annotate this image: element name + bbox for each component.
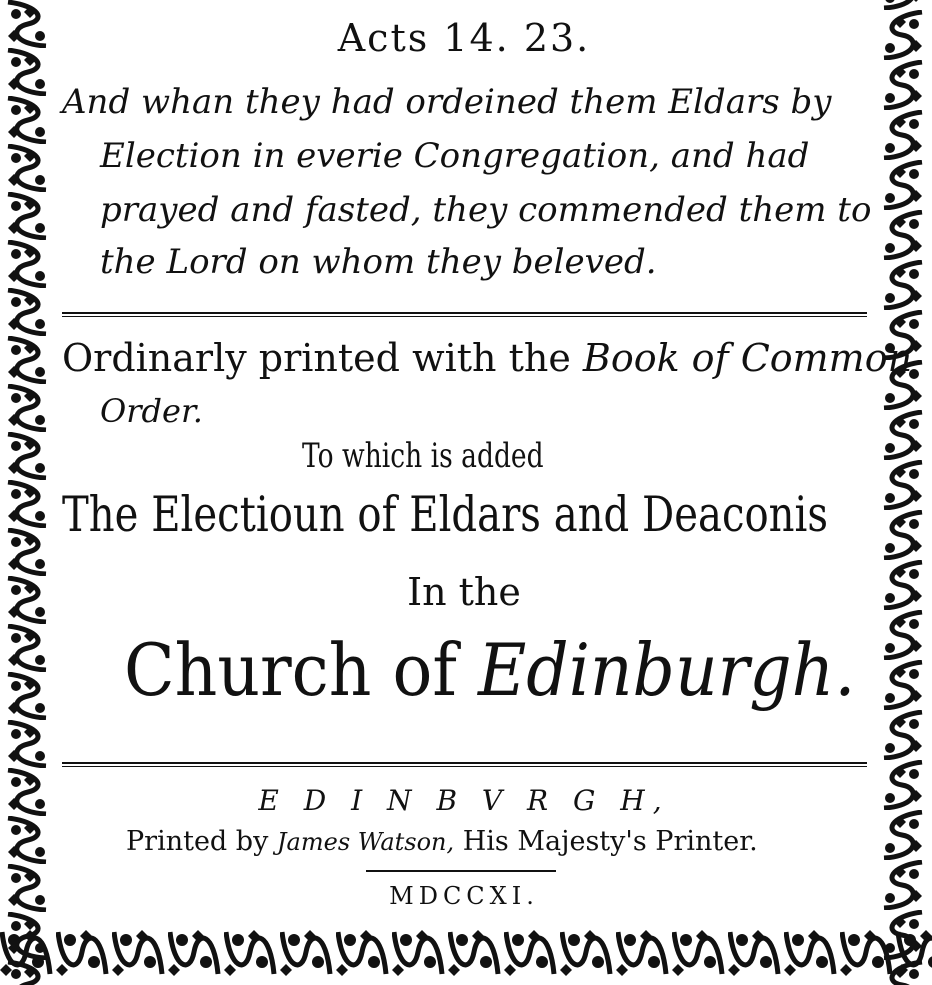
scripture-reference: Acts 14. 23.	[337, 16, 591, 60]
imprint-place: E D I N B V R G H,	[258, 784, 670, 817]
ornamental-border-right	[872, 0, 932, 985]
main-title-line-2: In the	[407, 570, 521, 614]
added-note: To which is added	[302, 436, 544, 476]
imprint-rule	[366, 870, 556, 872]
main-title-line-3	[124, 628, 855, 712]
scripture-line-4: the Lord on whom they beleved.	[100, 242, 657, 282]
scripture-line-1: And whan they had ordeined them Eldars by	[62, 82, 832, 122]
printed-by-text: Printed by	[126, 826, 277, 857]
printer-title-text: His Majesty's Printer.	[454, 826, 758, 857]
note-line-1	[62, 336, 912, 380]
edinburgh-italic: Edinburgh.	[477, 628, 856, 712]
ornamental-border-bottom	[0, 918, 932, 985]
note-line-2: Order.	[100, 392, 203, 430]
printer-name-italic: James Watson,	[276, 828, 455, 856]
title-page	[56, 0, 913, 918]
ornamental-border-left	[0, 0, 56, 985]
imprint-printer	[126, 826, 758, 857]
scripture-line-3: prayed and fasted, they commended them to	[100, 190, 872, 230]
book-title-italic: Book of Common	[582, 336, 913, 380]
main-title-line-1: The Electioun of Eldars and Deaconis	[62, 486, 829, 543]
scripture-line-2: Election in everie Congregation, and had	[100, 136, 810, 176]
imprint-date: MDCCXI.	[389, 882, 539, 910]
divider-rule-top	[62, 312, 867, 314]
divider-rule-bottom	[62, 762, 867, 764]
note-line-1-text: Ordinarly printed with the	[62, 336, 583, 380]
church-of-text: Church of	[124, 628, 478, 712]
